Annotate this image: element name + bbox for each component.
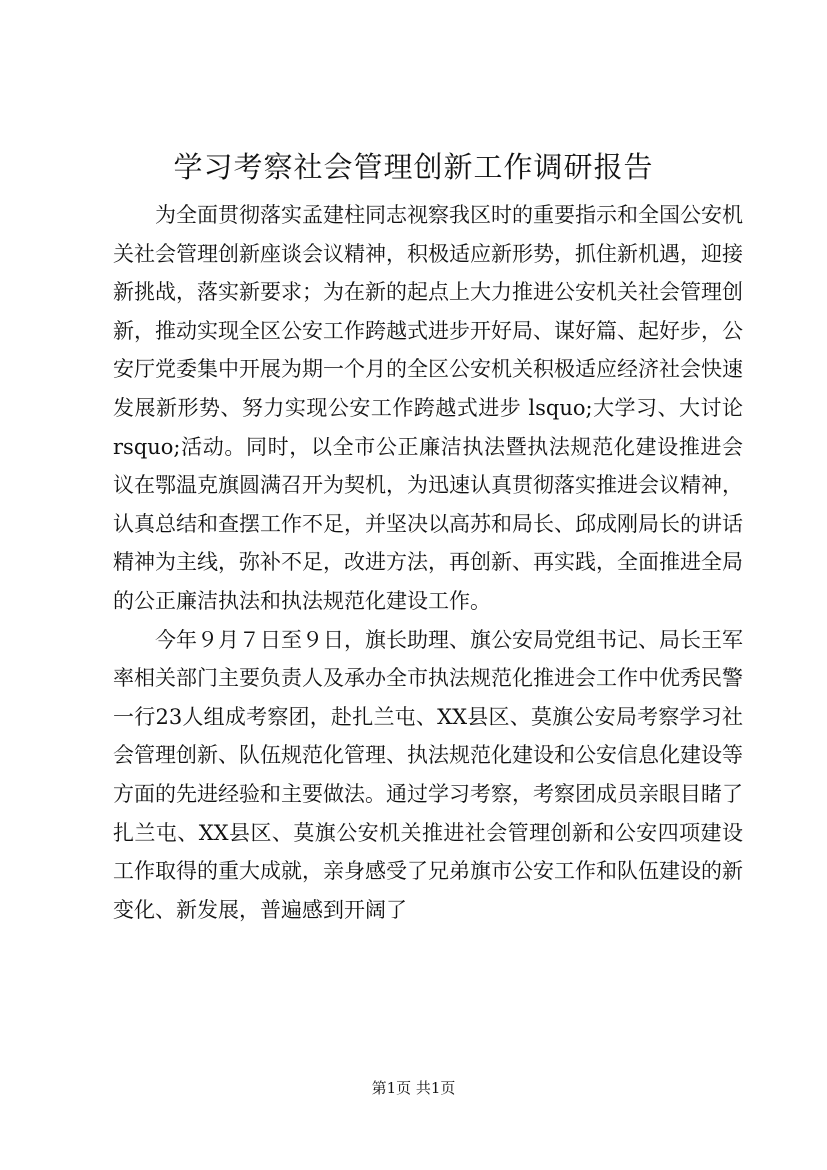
document-body <box>113 196 743 929</box>
document-title: 学习考察社会管理创新工作调研报告 <box>173 150 654 184</box>
paragraph-1: 为全面贯彻落实孟建柱同志视察我区时的重要指示和全国公安机关社会管理创新座谈会议精神，积极适应新形势，抓住新机遇，迎接新挑战，落实新要求；为在新的起点上大力推进公安机关社会管理创新，推动实现全区公安工作跨越式进步开好局、谋好篇、起好步，公安厅党委集中开展为期一个月的全区公安机关积极适应经济社会快速发展新形势、努力实现公安工作跨越式进步 lsquo;大学习、大讨论 rsquo;活动。同时，以全市公正廉洁执法暨执法规范化建设推进会议在鄂温克旗圆满召开为契机，为迅速认真贯彻落实推进会议精神，认真总结和查摆工作不足，并坚决以高苏和局长、邱成刚局长的讲话精神为主线，弥补不足，改进方法，再创新、再实践，全面推进全局的公正廉洁执法和执法规范化建设工作。 <box>113 203 743 613</box>
page-number-footer: 第1页 共1页 <box>371 1079 456 1097</box>
paragraph-2: 今年９月７日至９日，旗长助理、旗公安局党组书记、局长王军率相关部门主要负责人及承办全市执法规范化推进会工作中优秀民警一行23人组成考察团，赴扎兰屯、XX县区、莫旗公安局考察学习社会管理创新、队伍规范化管理、执法规范化建设和公安信息化建设等方面的先进经验和主要做法。通过学习考察，考察团成员亲眼目睹了扎兰屯、XX县区、莫旗公安机关推进社会管理创新和公安四项建设工作取得的重大成就，亲身感受了兄弟旗市公安工作和队伍建设的新变化、新发展，普遍感到开阔了 <box>113 627 743 922</box>
